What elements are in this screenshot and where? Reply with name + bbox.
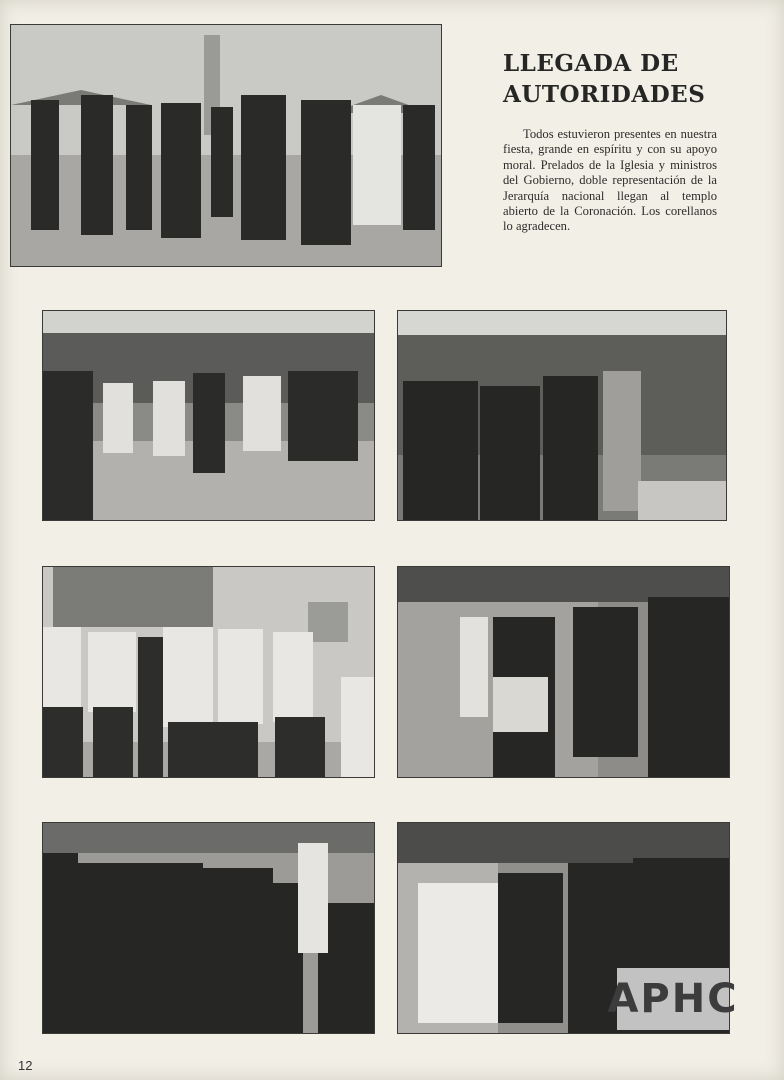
article-body: Todos estuvieron presentes en nuestra fiesta, grande en espíritu y con su apoyo moral. Prelados de la Iglesia y ministros del Gobierno, doble representación de la Jerarquía nacional llegan al templo abierto de la Coronación. Los corellanos lo agradecen. xyxy=(503,127,717,234)
photo-image-icon xyxy=(11,25,441,266)
photo-bishops-walking xyxy=(397,566,730,778)
photo-arrival-procession xyxy=(10,24,442,267)
article-title-line-1: LLEGADA DE xyxy=(503,50,679,77)
page-number: 12 xyxy=(18,1058,33,1073)
photo-image-icon xyxy=(43,567,374,777)
photo-officials-white-jackets xyxy=(42,566,375,778)
archive-watermark: APHC xyxy=(617,968,729,1030)
photo-prelates-greeting xyxy=(42,822,375,1034)
article-title xyxy=(503,48,743,110)
photo-officials-uniforms-crowd xyxy=(42,310,375,521)
article-title-line-2: AUTORIDADES xyxy=(503,81,706,108)
photo-image-icon xyxy=(43,823,374,1033)
photo-image-icon xyxy=(43,311,374,520)
photo-image-icon xyxy=(398,311,726,520)
photo-ministers-standing xyxy=(397,310,727,521)
photo-image-icon xyxy=(398,567,729,777)
